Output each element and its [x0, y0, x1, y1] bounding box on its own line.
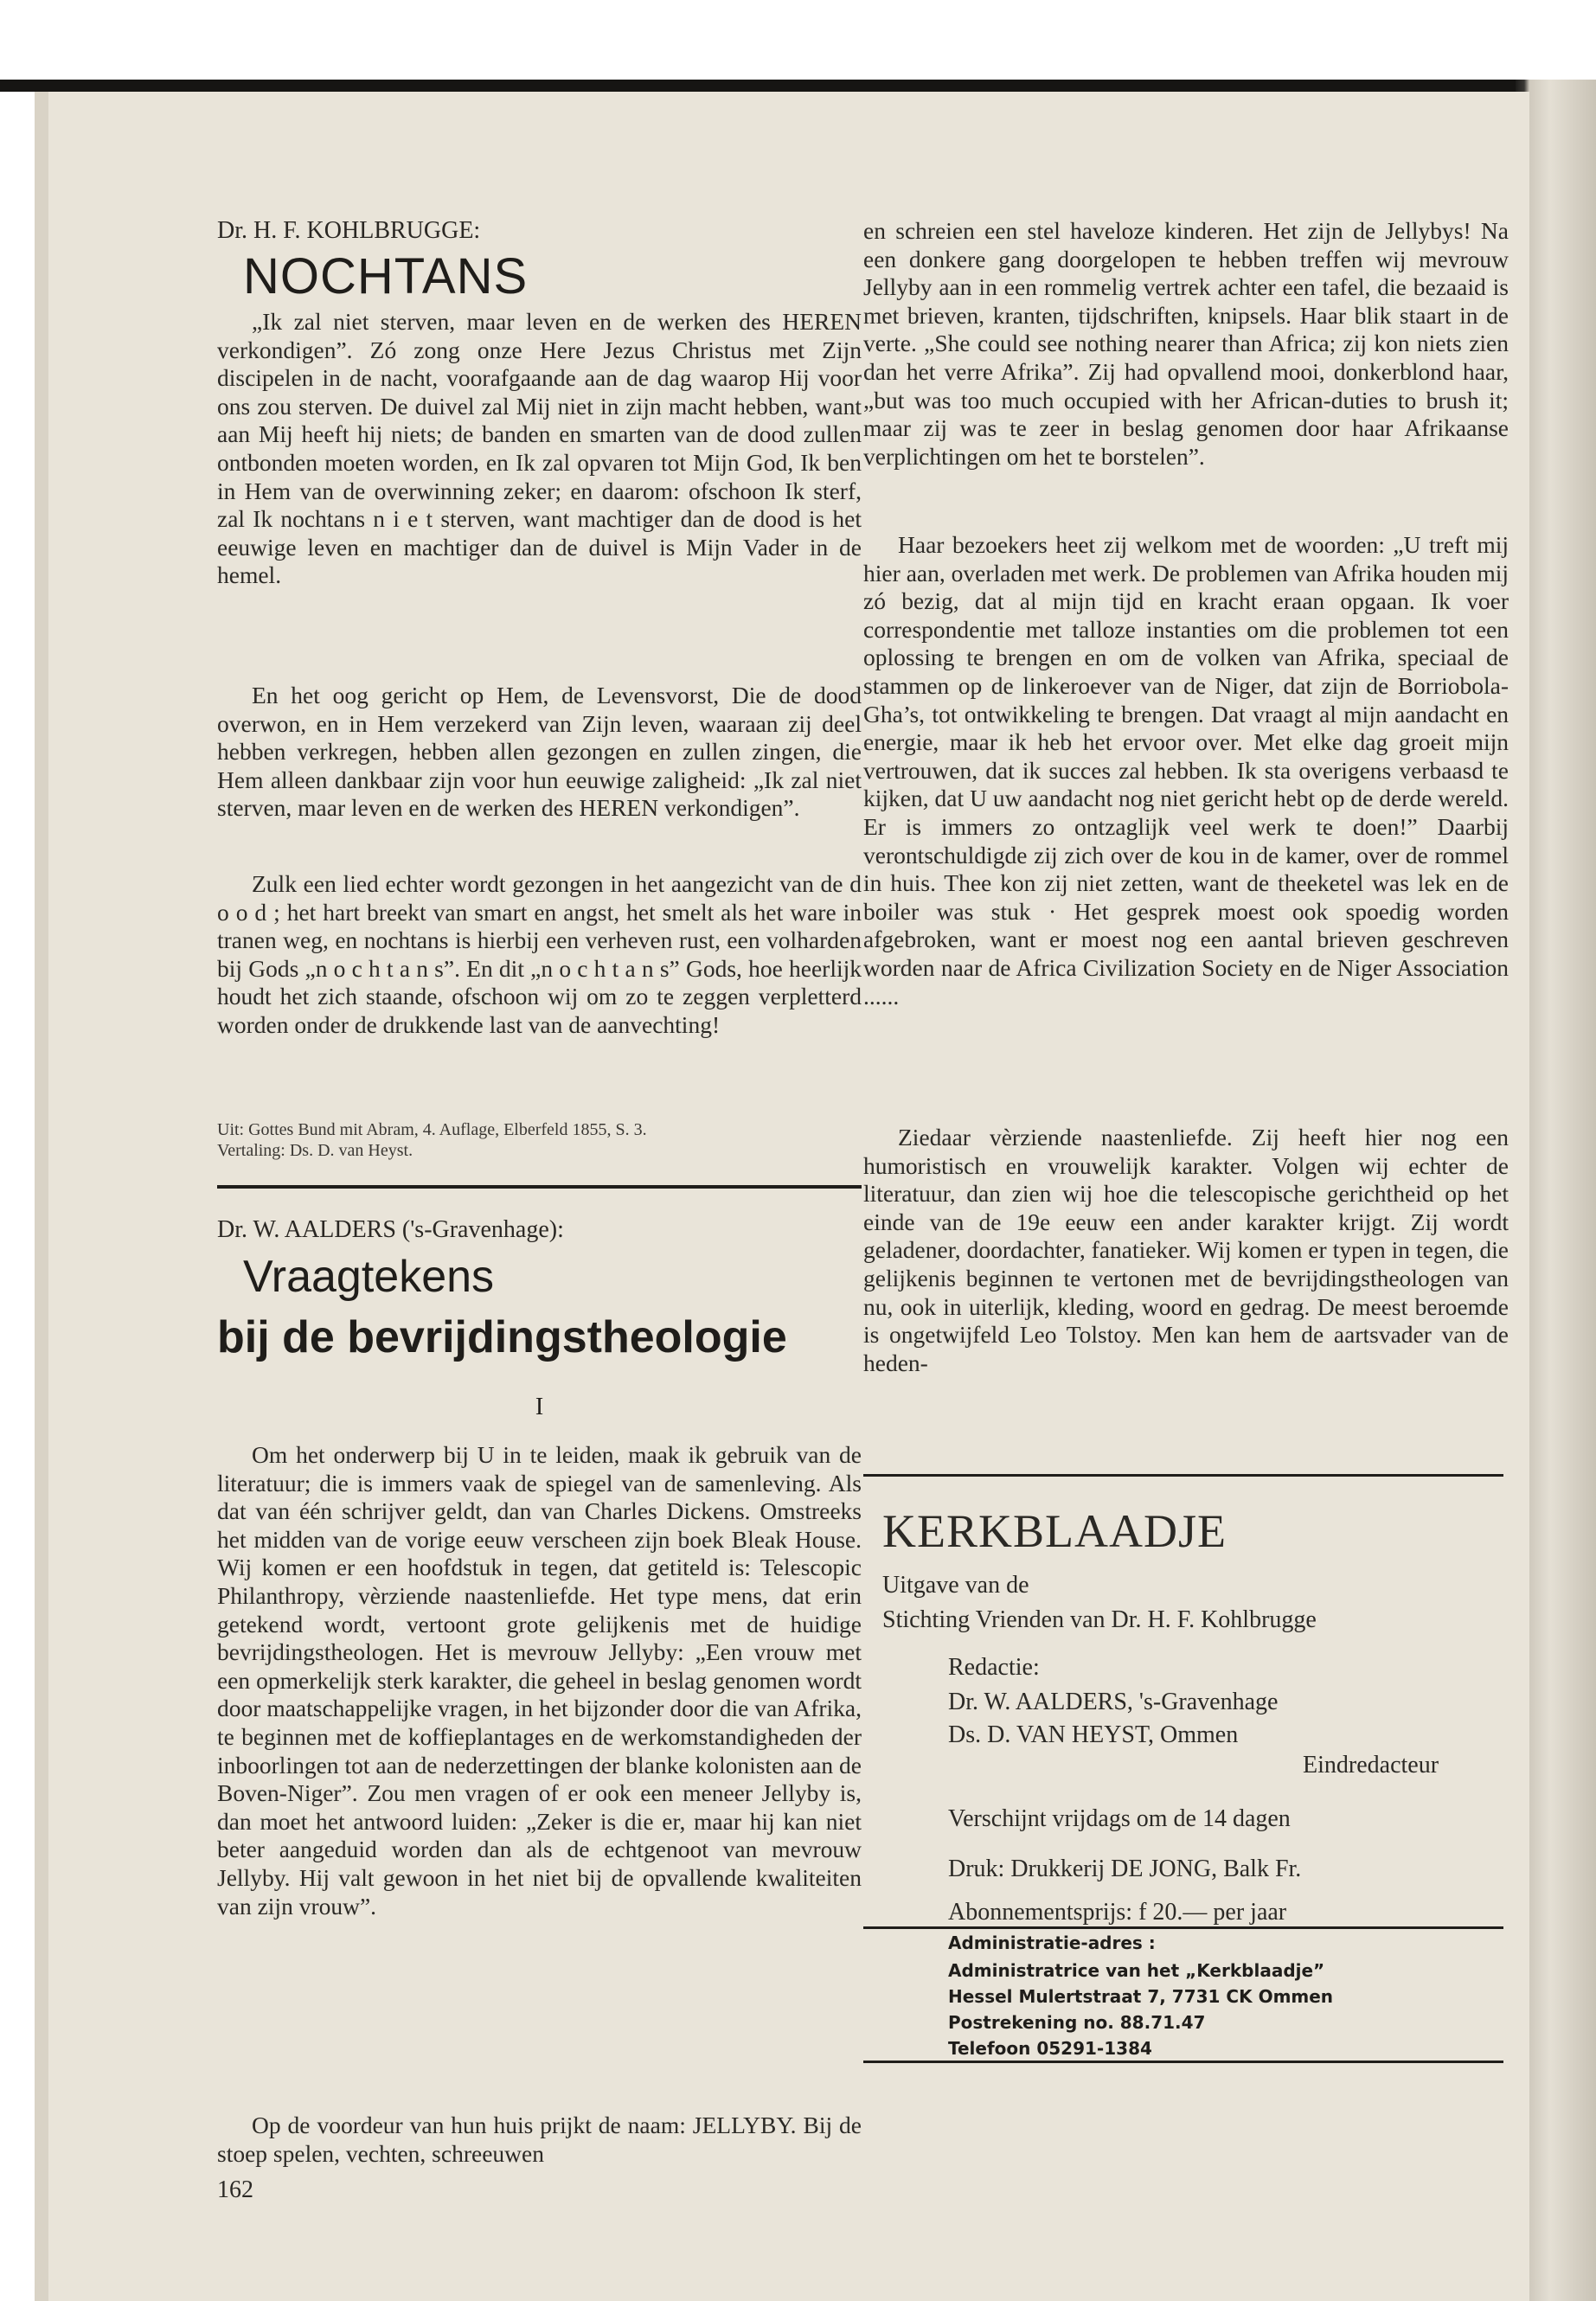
colophon-bottom-rule	[863, 2061, 1503, 2063]
colophon-editor-1: Dr. W. AALDERS, 's-Gravenhage	[948, 1689, 1279, 1715]
admin-label: Administratie-adres :	[948, 1932, 1156, 1953]
admin-line-3: Postrekening no. 88.71.47	[948, 2012, 1206, 2033]
colophon-druk: Druk: Drukkerij DE JONG, Balk Fr.	[948, 1856, 1302, 1882]
admin-line-2: Hessel Mulertstraat 7, 7731 CK Ommen	[948, 1986, 1334, 2007]
scan-edge	[0, 80, 1596, 92]
section-numeral: I	[535, 1394, 544, 1420]
article2-title-line-1: Vraagtekens	[243, 1252, 495, 1302]
article1-author: Dr. H. F. KOHLBRUGGE:	[217, 217, 481, 244]
article2-paragraph-5: Ziedaar vèrziende naastenliefde. Zij heeft hier nog een humoristisch en vrouwelijk karakter. Volgen wij echter de literatuur, dan zien wij hoe die telescopische gerichtheid op het einde van de 19e eeuw een ander karakter krijgt. Zij wordt geladener, doordachter, fanatieker. Wij komen er typen in tegen, die gelijkenis beginnen te vertonen met de bevrijdingstheologen van nu, ook in uiterlijk, kleding, woord en gedrag. De meest beroemde is ongetwijfeld Leo Tolstoy. Men kan hem de aartsvader van de heden-	[863, 1124, 1509, 1376]
source-line-2: Vertaling: Ds. D. van Heyst.	[217, 1141, 413, 1160]
scan-background	[0, 0, 1596, 80]
article2-title-line-2: bij de bevrijdingstheologie	[217, 1312, 787, 1362]
article2-paragraph-3: en schreien een stel haveloze kinderen. Het zijn de Jellybys! Na een donkere gang doorgelopen te hebben treffen wij mevrouw Jellyby aan in een rommelig vertrek achter een tafel, die bezaaid is met brieven, kranten, tijdschriften, knipsels. Haar blik staart in de verte. „She could see nothing nearer than Africa; zij kon niets zien dan het verre Afrika”. Zij had opvallend mooi, donkerblond haar, „but was too much occupied with her African-duties to brush it; maar zij was te zeer in beslag genomen door haar Afrikaanse verplichtingen om het te borstelen”.	[863, 217, 1509, 470]
article1-paragraph-1: „Ik zal niet sterven, maar leven en de werken des HEREN verkondigen”. Zó zong onze Here Jezus Christus met Zijn discipelen in de nacht, voorafgaande aan de dag waarop Hij voor ons zou sterven. De duivel zal Mij niet in zijn macht hebben, want aan Mij heeft hij niets; de banden en smarten van de dood zullen ontbonden moeten worden, en Ik zal opvaren tot Mijn God, Ik ben in Hem van de overwinning zeker; en daarom: ofschoon Ik sterf, zal Ik nochtans n i e t sterven, want machtiger dan de dood is het eeuwige leven en machtiger dan de duivel is Mijn Vader in de hemel.	[217, 308, 862, 589]
source-line-1: Uit: Gottes Bund mit Abram, 4. Auflage, Elberfeld 1855, S. 3.	[217, 1120, 647, 1139]
article2-paragraph-1: Om het onderwerp bij U in te leiden, maak ik gebruik van de literatuur; die is immers vaak de spiegel van de samenleving. Als dat van één schrijver geldt, dan van Charles Dickens. Omstreeks het midden van de vorige eeuw verscheen zijn boek Bleak House. Wij komen er een hoofdstuk in tegen, dat getiteld is: Telescopic Philanthropy, vèrziende naastenliefde. Het type mens, dat erin getekend wordt, vertoont grote gelijkenis met de huidige bevrijdingstheologen. Het is mevrouw Jellyby: „Een vrouw met een opmerkelijk sterk karakter, die geheel in beslag genomen wordt door maatschappelijke vragen, in het bijzonder door die van Afrika, te beginnen met de koffieplantages en de werkomstandigheden der inboorlingen tot aan de nederzettingen der blanke kolonisten aan de Boven-Niger”. Zou men vragen of er ook een meneer Jellyby is, dan moet het antwoord luiden: „Zeker is die er, maar hij kan niet beter aangeduid worden dan als de echtgenoot van mevrouw Jellyby. Hij valt gewoon in het niet bij de opvallende kwaliteiten van zijn vrouw”.	[217, 1441, 862, 1920]
colophon-abonnement: Abonnementsprijs: f 20.— per jaar	[948, 1899, 1287, 1926]
admin-line-1: Administratrice van het „Kerkblaadje”	[948, 1960, 1325, 1981]
admin-line-4: Telefoon 05291-1384	[948, 2038, 1152, 2059]
colophon-box	[863, 1474, 1503, 1929]
colophon-redactie-label: Redactie:	[948, 1654, 1040, 1681]
colophon-verschijnt: Verschijnt vrijdags om de 14 dagen	[948, 1805, 1291, 1832]
article1-paragraph-3: Zulk een lied echter wordt gezongen in het aangezicht van de d o o d ; het hart breekt van smart en angst, het smelt als het ware in tranen weg, en nochtans is hierbij een verheven rust, een volharden bij Gods „n o c h t a n s”. En dit „n o c h t a n s” Gods, hoe heerlijk houdt het zich staande, ofschoon wij om zo te zeggen verpletterd worden onder de drukkende last van de aanvechting!	[217, 870, 862, 1038]
colophon-stichting: Stichting Vrienden van Dr. H. F. Kohlbrugge	[882, 1606, 1317, 1633]
article1-paragraph-2: En het oog gericht op Hem, de Levensvorst, Die de dood overwon, en in Hem verzekerd van Zijn leven, waaraan zij deel hebben verkregen, hebben allen gezongen en zullen zingen, die Hem alleen dankbaar zijn voor hun eeuwige zaligheid: „Ik zal niet sterven, maar leven en de werken des HEREN verkondigen”.	[217, 682, 862, 822]
article2-paragraph-4: Haar bezoekers heet zij welkom met de woorden: „U treft mij hier aan, overladen met werk. De problemen van Afrika houden mij zó bezig, dat al mijn tijd en kracht eraan opgaan. Ik voer correspondentie met talloze instanties om die problemen tot een oplossing te brengen en om de volken van Afrika, speciaal de stammen op de linkeroever van de Niger, dat zijn de Borriobola-Gha’s, tot ontwikkeling te brengen. Dat vraagt al mijn aandacht en energie, maar ik heb het ervoor over. Met elke dag groeit mijn vertrouwen, dat ik succes zal hebben. Ik sta overigens verbaasd te kijken, dat U uw aandacht nog niet gericht hebt op de derde wereld. Er is immers zo ontzaglijk veel werk te doen!” Daarbij verontschuldigde zij zich over de kou in de kamer, over de rommel in huis. Thee kon zij niet zetten, want de theeketel was lek en de boiler was stuk · Het gesprek moest ook spoedig worden afgebroken, want er moest nog een aantal brieven geschreven worden naar de Africa Civilization Society en de Niger Association ......	[863, 531, 1509, 1009]
article2-author: Dr. W. AALDERS ('s-Gravenhage):	[217, 1216, 564, 1243]
colophon-uitgave: Uitgave van de	[882, 1572, 1029, 1599]
colophon-editor-2: Ds. D. VAN HEYST, Ommen	[948, 1721, 1239, 1748]
article1-title: NOCHTANS	[243, 248, 529, 304]
journal-page	[35, 92, 1529, 2301]
colophon-title: KERKBLAADJE	[882, 1505, 1227, 1557]
article1-source	[217, 1119, 862, 1161]
colophon-editor-2-role: Eindredacteur	[1303, 1752, 1439, 1779]
page-number: 162	[217, 2176, 253, 2203]
article2-paragraph-2: Op de voordeur van hun huis prijkt de naam: JELLYBY. Bij de stoep spelen, vechten, schreeuwen	[217, 2112, 862, 2167]
section-divider	[217, 1185, 862, 1189]
